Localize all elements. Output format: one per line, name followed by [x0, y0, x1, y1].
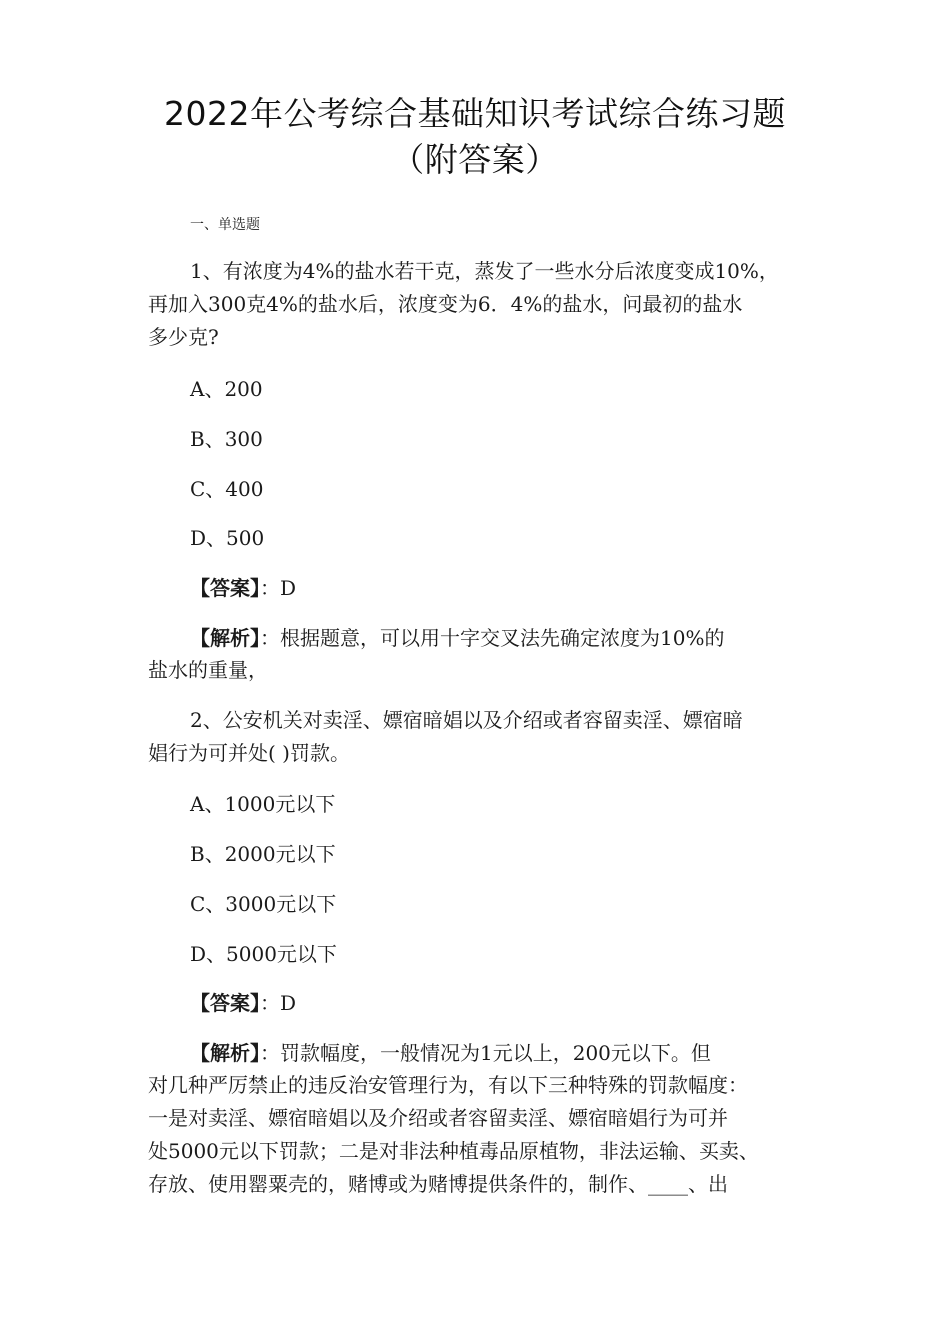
q1-option-c: C、400	[190, 477, 264, 501]
q1-analysis-label: 【解析】	[190, 626, 260, 650]
page-title: 2022年公考综合基础知识考试综合练习题	[164, 94, 786, 133]
q2-analysis-line4: 处5000元以下罚款；二是对非法种植毒品原植物，非法运输、买卖、	[148, 1139, 759, 1163]
q2-analysis-line2: 对几种严厉禁止的违反治安管理行为，有以下三种特殊的罚款幅度：	[148, 1073, 748, 1097]
q1-option-b: B、300	[190, 427, 263, 451]
q1-text-line3: 多少克?	[148, 325, 219, 349]
q2-answer-label: 【答案】	[190, 991, 260, 1015]
q1-analysis-line1	[190, 625, 724, 651]
q2-option-c: C、3000元以下	[190, 892, 337, 916]
q1-text-line2: 再加入300克4%的盐水后，浓度变为6．4%的盐水，问最初的盐水	[148, 292, 743, 316]
q1-analysis-text: ：根据题意，可以用十字交叉法先确定浓度为10%的	[260, 626, 725, 650]
q2-analysis-line5: 存放、使用罂粟壳的，赌博或为赌博提供条件的，制作、____、出	[148, 1172, 728, 1196]
q1-analysis-line2: 盐水的重量，	[148, 658, 268, 682]
q1-option-d: D、500	[190, 526, 265, 550]
q2-analysis-line1	[190, 1040, 711, 1066]
q2-answer-value: ：D	[260, 991, 297, 1015]
q2-option-a: A、1000元以下	[190, 792, 336, 816]
q2-analysis-label: 【解析】	[190, 1041, 260, 1065]
q1-answer-value: ：D	[260, 576, 297, 600]
q2-analysis-line3: 一是对卖淫、嫖宿暗娼以及介绍或者容留卖淫、嫖宿暗娼行为可并	[148, 1106, 728, 1130]
q2-answer	[190, 990, 296, 1016]
q2-option-b: B、2000元以下	[190, 842, 336, 866]
page-subtitle: （附答案）	[391, 140, 559, 179]
q1-answer-label: 【答案】	[190, 576, 260, 600]
q1-option-a: A、200	[190, 377, 263, 401]
q1-text-line1: 1、有浓度为4%的盐水若干克，蒸发了一些水分后浓度变成10%，	[190, 259, 779, 283]
q2-text-line2: 娼行为可并处( )罚款。	[148, 741, 350, 765]
q2-text-line1: 2、公安机关对卖淫、嫖宿暗娼以及介绍或者容留卖淫、嫖宿暗	[190, 708, 743, 732]
q1-answer	[190, 575, 296, 601]
section-heading: 一、单选题	[190, 217, 260, 233]
q2-analysis-text: ：罚款幅度，一般情况为1元以上，200元以下。但	[260, 1041, 711, 1065]
q2-option-d: D、5000元以下	[190, 942, 337, 966]
